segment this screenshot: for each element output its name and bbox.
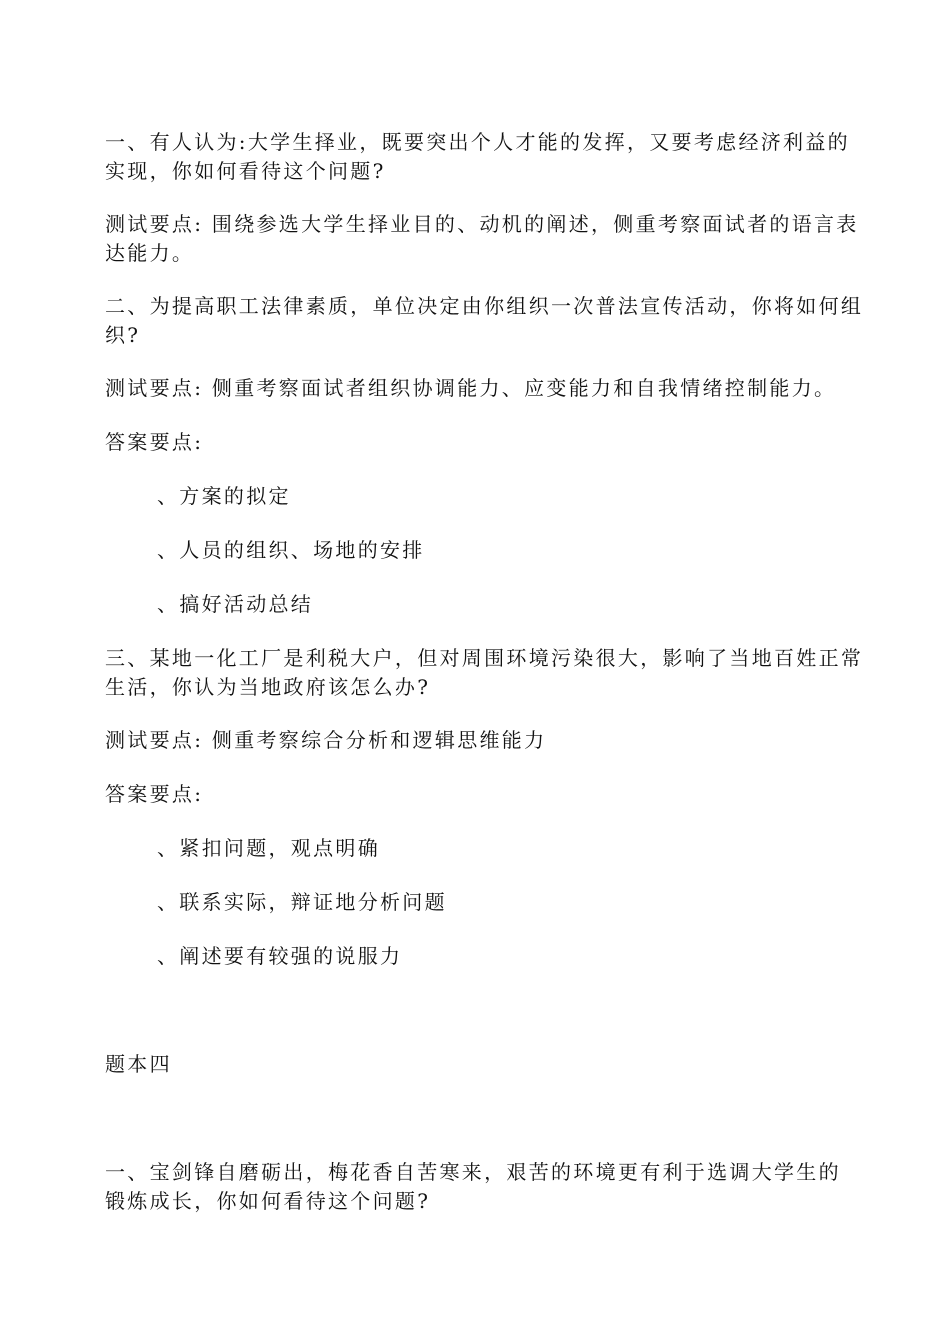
question-3-answer-item: 、紧扣问题，观点明确 — [157, 836, 380, 860]
question-2-line-2: 织? — [105, 323, 141, 347]
question-4-line-1: 一、⁠宝剑锋自磨砺出，梅花香自苦寒来⁠，艰苦的环境更有利于选调大学生的 — [105, 1160, 841, 1184]
question-3-answer-heading: 答案要点: — [105, 782, 204, 806]
question-3-line-1: 三、某地一化工厂是利税大户，但对周围环境污染很大，影响了当地百姓正常 — [105, 646, 864, 670]
question-3-answer-item: 、阐述要有较强的说服力 — [157, 944, 403, 968]
section-title: 题本四 — [105, 1052, 172, 1076]
question-1-line-1: 一、有人认为:⁠大学生择业，既要突出个人才能的发挥，又要考虑经济利益的 — [105, 130, 850, 154]
question-1-test-points-line-1: 测试要点: 围绕参选大学生择业目的、动机的阐述，侧重考察面试者的语言表 — [105, 212, 859, 236]
question-2-test-points: 测试要点: 侧重考察面试者组织协调能力、应变能力和自我情绪控制能力。 — [105, 376, 837, 400]
question-2-answer-item: 、方案的拟定 — [157, 484, 291, 508]
question-4-line-2: 锻炼成长，你如何看待这个问题? — [105, 1189, 431, 1213]
question-1-line-2: 实现⁠，你如何看待这个问题? — [105, 159, 386, 183]
question-2-answer-item: 、搞好活动总结 — [157, 592, 314, 616]
question-3-answer-item: 、联系实际，辩证地分析问题 — [157, 890, 447, 914]
question-2-answer-item: 、人员的组织、场地的安排 — [157, 538, 425, 562]
question-1-test-points-line-2: 达能力。 — [105, 241, 195, 265]
question-2-line-1: 二、为提高职工法律素质，单位决定由你组织一次普法宣传活动，你将如何组 — [105, 294, 864, 318]
question-3-line-2: 生活，你认为当地政府该怎么办? — [105, 675, 431, 699]
question-3-test-points: 测试要点: 侧重考察综合分析和逻辑思维能力 — [105, 728, 547, 752]
question-2-answer-heading: 答案要点: — [105, 430, 204, 454]
